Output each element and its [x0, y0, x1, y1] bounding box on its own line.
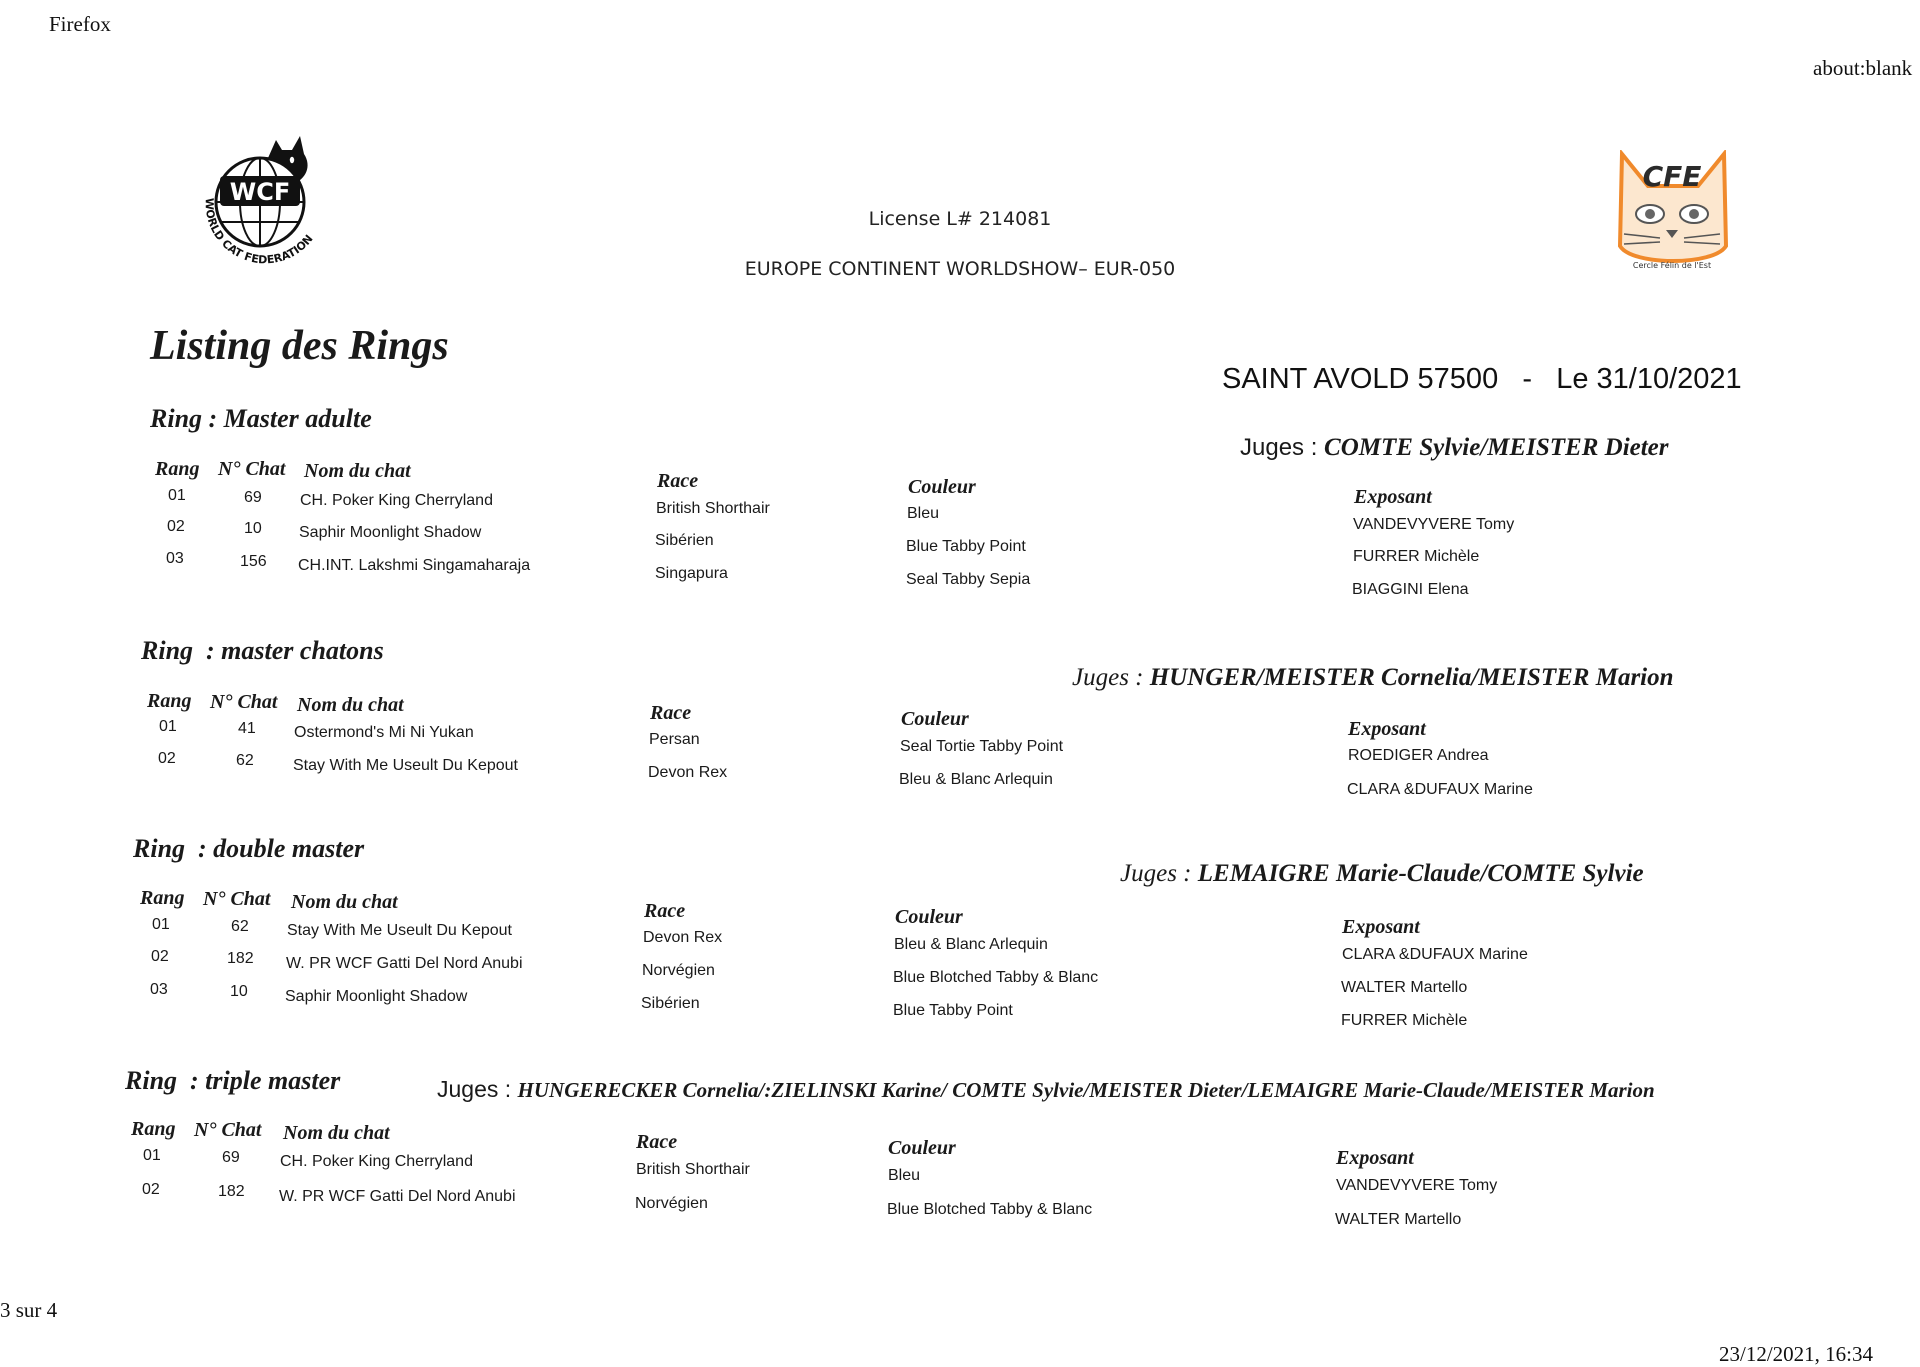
cell-race: Sibérien [641, 995, 700, 1012]
cell-couleur: Seal Tabby Sepia [906, 571, 1031, 588]
cell-couleur: Bleu & Blanc Arlequin [899, 771, 1053, 788]
judges-names: COMTE Sylvie/MEISTER Dieter [1324, 434, 1669, 461]
col-couleur: Couleur [888, 1137, 956, 1159]
ring-title: Ring : double master [133, 834, 365, 863]
cell-couleur: Seal Tortie Tabby Point [900, 738, 1064, 755]
cell-race: Persan [649, 731, 700, 748]
cell-nom: Stay With Me Useult Du Kepout [287, 922, 512, 939]
cell-no: 62 [231, 918, 249, 935]
cell-rang: 02 [158, 750, 176, 767]
cell-nom: CH. Poker King Cherryland [280, 1153, 473, 1170]
cell-exposant: WALTER Martello [1341, 979, 1468, 996]
ring-title: Ring : triple master [125, 1066, 341, 1095]
cell-exposant: VANDEVYVERE Tomy [1353, 516, 1515, 533]
wcf-full-name: WORLD CAT FEDERATION [202, 197, 316, 267]
cell-race: Devon Rex [643, 929, 723, 946]
cell-exposant: FURRER Michèle [1341, 1012, 1468, 1029]
cell-rang: 03 [150, 981, 168, 998]
print-datetime: 23/12/2021, 16:34 [1719, 1342, 1874, 1366]
judges-label: Juges : [1072, 664, 1150, 691]
col-nom: Nom du chat [297, 694, 404, 716]
cell-exposant: WALTER Martello [1335, 1211, 1462, 1228]
judges-label: Juges : [437, 1076, 518, 1102]
cell-couleur: Blue Blotched Tabby & Blanc [893, 969, 1099, 986]
place-date: SAINT AVOLD 57500 - Le 31/10/2021 [1222, 363, 1742, 395]
cell-race: British Shorthair [636, 1161, 750, 1178]
cell-nom: W. PR WCF Gatti Del Nord Anubi [279, 1188, 516, 1205]
cell-exposant: CLARA &DUFAUX Marine [1342, 946, 1528, 963]
ring-judges [1072, 664, 1674, 692]
col-no-chat: N° Chat [194, 1119, 262, 1141]
license-number: License L# 214081 [868, 208, 1052, 230]
col-no-chat: N° Chat [218, 458, 286, 480]
cell-no: 156 [240, 553, 267, 570]
page-counter: 3 sur 4 [0, 1298, 58, 1322]
wcf-abbrev: WCF [229, 178, 291, 206]
col-couleur: Couleur [895, 906, 963, 928]
cell-couleur: Bleu [888, 1167, 921, 1184]
col-rang: Rang [147, 690, 192, 712]
cell-no: 69 [244, 489, 262, 506]
cell-no: 182 [218, 1183, 245, 1200]
col-no-chat: N° Chat [210, 691, 278, 713]
cell-nom: Stay With Me Useult Du Kepout [293, 757, 518, 774]
cell-no: 10 [244, 520, 262, 537]
wcf-logo [196, 128, 336, 270]
col-exposant: Exposant [1354, 486, 1432, 508]
cell-exposant: FURRER Michèle [1353, 548, 1480, 565]
cell-rang: 02 [167, 518, 185, 535]
cell-no: 10 [230, 983, 248, 1000]
col-exposant: Exposant [1342, 916, 1420, 938]
col-couleur: Couleur [908, 476, 976, 498]
judges-label: Juges : [1120, 860, 1198, 887]
cell-rang: 03 [166, 550, 184, 567]
browser-app-name: Firefox [49, 12, 111, 36]
cell-nom: Saphir Moonlight Shadow [299, 524, 482, 541]
cell-couleur: Blue Tabby Point [893, 1002, 1013, 1019]
cfe-abbrev: CFE [1642, 160, 1702, 193]
judges-names: LEMAIGRE Marie-Claude/COMTE Sylvie [1197, 860, 1644, 887]
cell-couleur: Blue Tabby Point [906, 538, 1026, 555]
cell-rang: 01 [159, 718, 177, 735]
ring-judges [437, 1076, 1655, 1103]
col-race: Race [657, 470, 699, 492]
col-nom: Nom du chat [304, 460, 411, 482]
col-race: Race [644, 900, 686, 922]
cell-exposant: VANDEVYVERE Tomy [1336, 1177, 1498, 1194]
cell-no: 69 [222, 1149, 240, 1166]
judges-names: HUNGER/MEISTER Cornelia/MEISTER Marion [1149, 664, 1674, 691]
cell-nom: Ostermond's Mi Ni Yukan [294, 724, 474, 741]
col-couleur: Couleur [901, 708, 969, 730]
judges-label: Juges : [1240, 434, 1325, 461]
cell-no: 182 [227, 950, 254, 967]
col-exposant: Exposant [1348, 718, 1426, 740]
judges-names: HUNGERECKER Cornelia/:ZIELINSKI Karine/ COMTE Sylvie/MEISTER Dieter/LEMAIGRE Marie-Claude/MEISTER Marion [517, 1078, 1655, 1102]
cell-couleur: Bleu [907, 505, 940, 522]
cell-race: Singapura [655, 565, 728, 582]
col-race: Race [636, 1131, 678, 1153]
cell-nom: W. PR WCF Gatti Del Nord Anubi [286, 955, 523, 972]
cell-nom: CH. Poker King Cherryland [300, 492, 493, 509]
page-title: Listing des Rings [150, 323, 449, 369]
cfe-motto: Cercle Félin de l'Est [1632, 261, 1712, 270]
col-exposant: Exposant [1336, 1147, 1414, 1169]
cell-couleur: Bleu & Blanc Arlequin [894, 936, 1048, 953]
cell-rang: 01 [143, 1147, 161, 1164]
ring-title: Ring : Master adulte [150, 404, 372, 433]
cell-race: British Shorthair [656, 500, 770, 517]
cell-race: Norvégien [635, 1195, 708, 1212]
col-race: Race [650, 702, 692, 724]
cell-rang: 02 [151, 948, 169, 965]
ring-judges [1240, 434, 1669, 462]
cell-nom: CH.INT. Lakshmi Singamaharaja [298, 557, 531, 574]
col-rang: Rang [131, 1118, 176, 1140]
cell-no: 41 [238, 720, 256, 737]
cell-couleur: Blue Blotched Tabby & Blanc [887, 1201, 1093, 1218]
cell-no: 62 [236, 752, 254, 769]
cell-rang: 02 [142, 1181, 160, 1198]
show-name: EUROPE CONTINENT WORLDSHOW– EUR-050 [744, 258, 1176, 280]
cell-rang: 01 [168, 487, 186, 504]
col-rang: Rang [140, 887, 185, 909]
cell-exposant: BIAGGINI Elena [1352, 581, 1469, 598]
col-nom: Nom du chat [283, 1122, 390, 1144]
cell-race: Devon Rex [648, 764, 728, 781]
col-no-chat: N° Chat [203, 888, 271, 910]
cell-race: Sibérien [655, 532, 714, 549]
cell-exposant: CLARA &DUFAUX Marine [1347, 781, 1533, 798]
cell-nom: Saphir Moonlight Shadow [285, 988, 468, 1005]
col-rang: Rang [155, 458, 200, 480]
cell-exposant: ROEDIGER Andrea [1348, 747, 1489, 764]
ring-judges [1120, 860, 1644, 888]
cell-race: Norvégien [642, 962, 715, 979]
col-nom: Nom du chat [291, 891, 398, 913]
page-url: about:blank [1813, 56, 1913, 80]
ring-title: Ring : master chatons [141, 636, 384, 665]
cell-rang: 01 [152, 916, 170, 933]
